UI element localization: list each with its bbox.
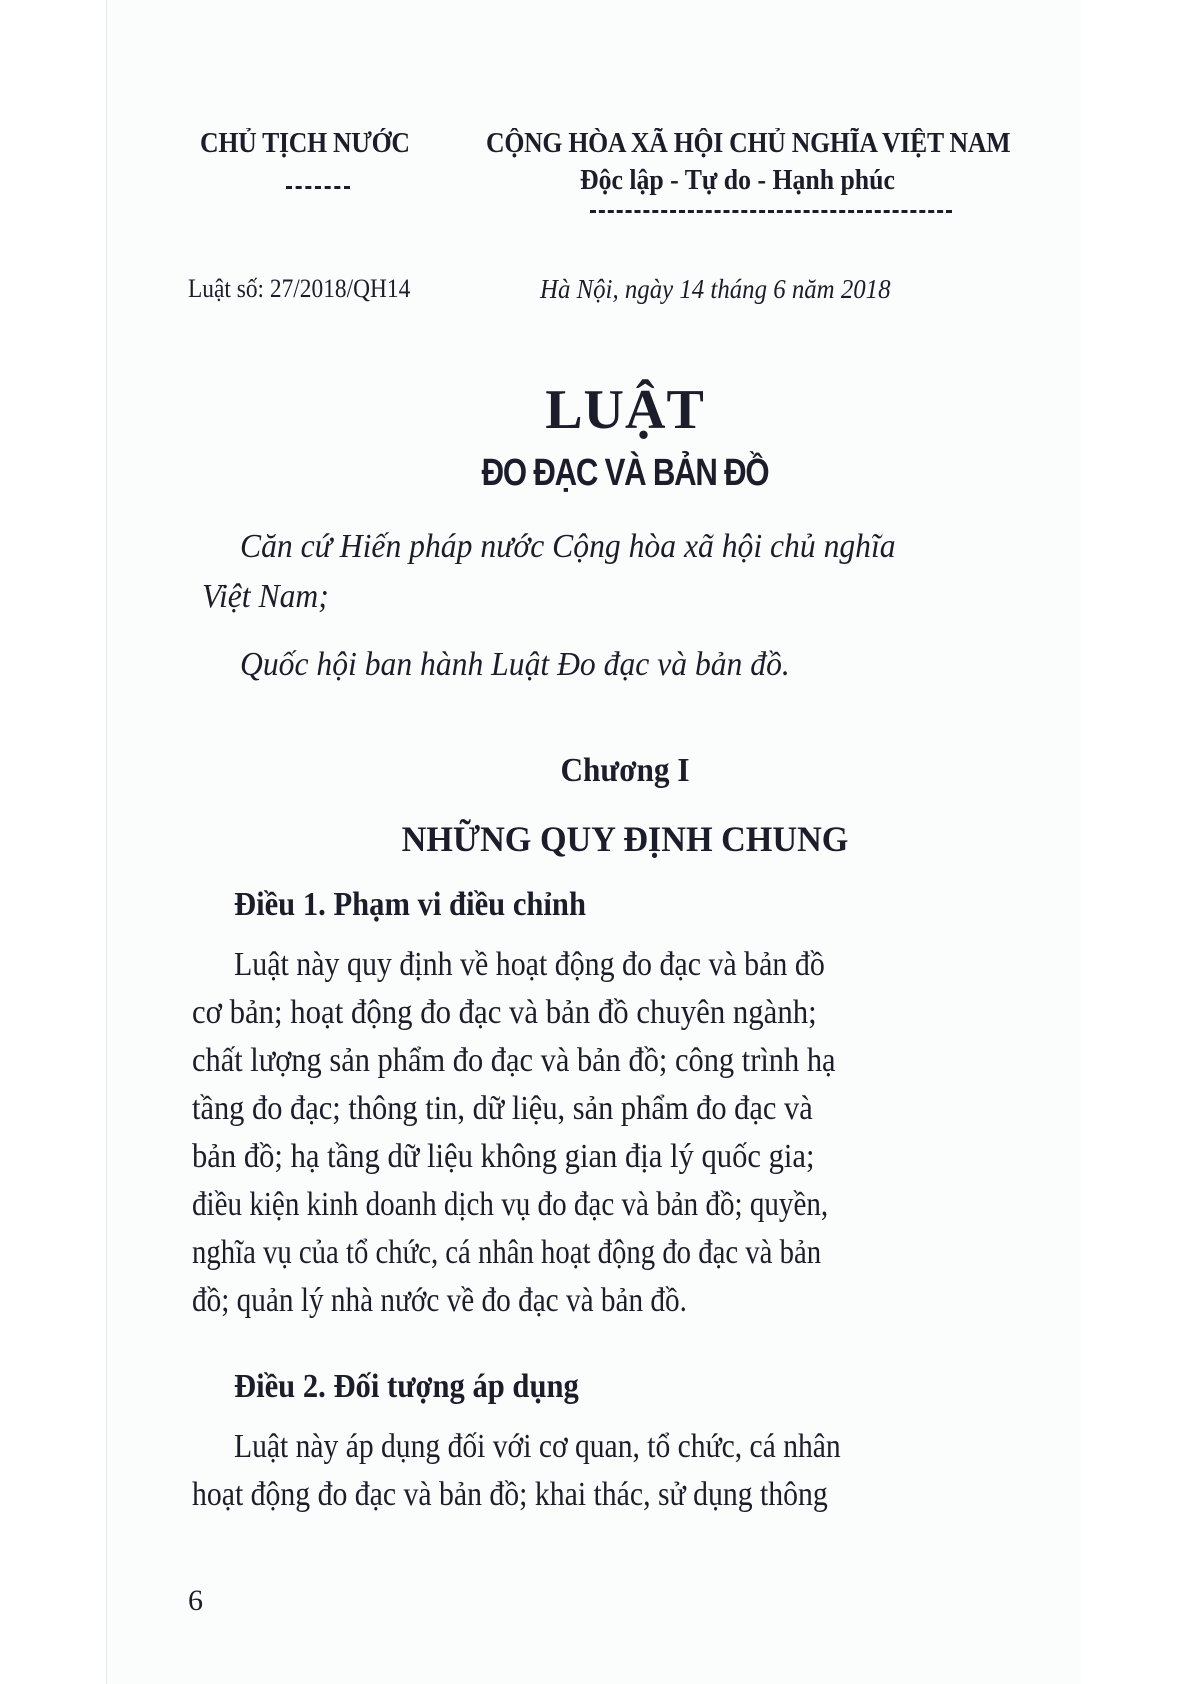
- chapter-label: Chương I: [560, 752, 690, 789]
- article-text-line: hoạt động đo đạc và bản đồ; khai thác, sử dụng thông: [192, 1476, 828, 1513]
- article-text-line: bản đồ; hạ tầng dữ liệu không gian địa lý quốc gia;: [192, 1138, 815, 1175]
- place-date: Hà Nội, ngày 14 tháng 6 năm 2018: [540, 274, 891, 304]
- article-text-line: Luật này quy định về hoạt động đo đạc và bản đồ: [234, 946, 825, 983]
- document-title: LUẬT: [545, 379, 705, 441]
- article-text-line: nghĩa vụ của tổ chức, cá nhân hoạt động đo đạc và bản: [192, 1234, 822, 1271]
- article-heading: Điều 1. Phạm vi điều chỉnh: [234, 886, 586, 923]
- article-text-line: Luật này áp dụng đối với cơ quan, tổ chức, cá nhân: [234, 1428, 841, 1465]
- issuer-heading: CHỦ TỊCH NƯỚC: [200, 128, 410, 159]
- article-text-line: đồ; quản lý nhà nước về đo đạc và bản đồ.: [192, 1282, 687, 1319]
- preamble-line: Căn cứ Hiến pháp nước Cộng hòa xã hội chủ nghĩa: [240, 528, 896, 565]
- article-text-line: điều kiện kinh doanh dịch vụ đo đạc và bản đồ; quyền,: [192, 1186, 829, 1223]
- preamble-line: Việt Nam;: [202, 578, 329, 615]
- country-heading: CỘNG HÒA XÃ HỘI CHỦ NGHĨA VIỆT NAM: [486, 128, 1011, 159]
- article-text-line: cơ bản; hoạt động đo đạc và bản đồ chuyên ngành;: [192, 994, 817, 1031]
- article-heading: Điều 2. Đối tượng áp dụng: [234, 1368, 579, 1405]
- issuer-divider: [286, 186, 350, 189]
- article-text-line: chất lượng sản phẩm đo đạc và bản đồ; công trình hạ: [192, 1042, 836, 1079]
- law-number: Luật số: 27/2018/QH14: [188, 274, 411, 303]
- page-number: 6: [188, 1584, 203, 1617]
- document-subtitle: ĐO ĐẠC VÀ BẢN ĐỒ: [481, 452, 769, 494]
- chapter-title: NHỮNG QUY ĐỊNH CHUNG: [401, 819, 849, 859]
- motto-divider: [590, 210, 952, 213]
- article-text-line: tầng đo đạc; thông tin, dữ liệu, sản phẩm đo đạc và: [192, 1090, 813, 1127]
- national-motto: Độc lập - Tự do - Hạnh phúc: [580, 165, 895, 196]
- preamble-line: Quốc hội ban hành Luật Đo đạc và bản đồ.: [240, 646, 790, 683]
